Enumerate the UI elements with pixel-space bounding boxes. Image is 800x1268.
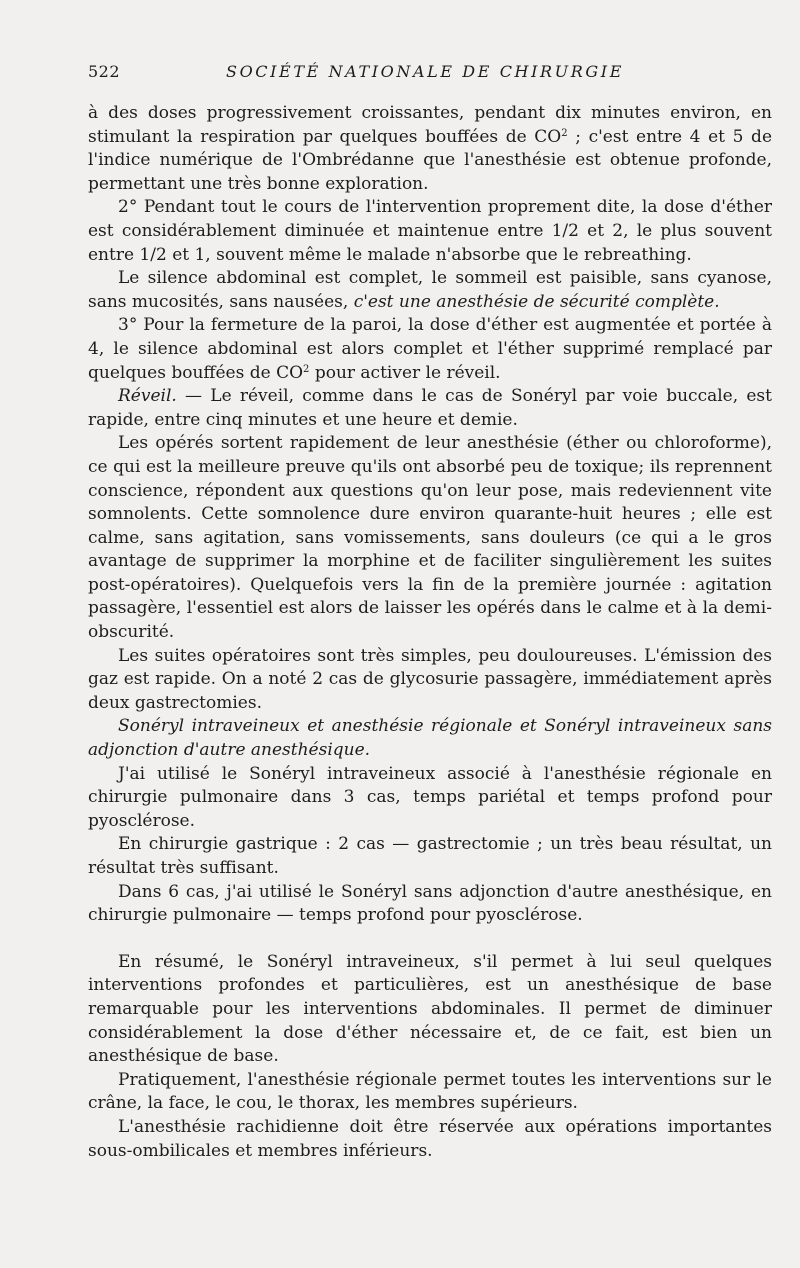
paragraph (88, 267, 772, 314)
page-number: 522 (88, 62, 121, 81)
page-header (88, 60, 762, 86)
paragraph (88, 314, 772, 385)
text-run: L'anesthésie rachidienne doit être réservée aux opérations importantes sous-ombilicales et membres inférieurs. (88, 1116, 772, 1161)
paragraph (88, 951, 772, 1069)
text-run: ; c'est entre 4 et 5 de l'indice numérique de l'Ombrédanne que l'anesthésie est obtenue profonde, permettant une très bonne exploration. (88, 126, 773, 194)
paragraph (88, 432, 772, 644)
text-run: pour activer le réveil. (309, 362, 501, 383)
text-run: 2° Pendant tout le cours de l'intervention proprement dite, la dose d'éther est considérablement diminuée et maintenue entre 1/2 et 2, le plus souvent entre 1/2 et 1, souvent même le malade n'absorbe que le rebreathing. (88, 197, 772, 265)
body-text (88, 102, 772, 1163)
text-run: Pratiquement, l'anesthésie régionale permet toutes les interventions sur le crâne, la face, le cou, le thorax, les membres supérieurs. (88, 1069, 772, 1114)
text-run: En chirurgie gastrique : 2 cas — gastrectomie ; un très beau résultat, un résultat très suffisant. (88, 834, 772, 878)
text-run: Dans 6 cas, j'ai utilisé le Sonéryl sans adjonction d'autre anesthésique, en chirurgie pulmonaire — temps profond pour pyosclérose. (88, 881, 772, 926)
paragraph (88, 385, 772, 432)
text-run: J'ai utilisé le Sonéryl intraveineux associé à l'anesthésie régionale en chirurgie pulmonaire dans 3 cas, temps pariétal et temps profond pour pyosclérose. (88, 763, 772, 831)
running-title: SOCIÉTÉ NATIONALE DE CHIRURGIE (226, 62, 624, 81)
paragraph (88, 833, 772, 880)
italic-text: Réveil. (118, 386, 177, 407)
text-run: Les suites opératoires sont très simples, peu douloureuses. L'émission des gaz est rapide. On a noté 2 cas de glycosurie passagère, immédiatement après deux gastrectomies. (88, 645, 772, 713)
italic-text: c'est une anesthésie de sécurité complète. (353, 291, 720, 312)
paragraph (88, 715, 772, 762)
section-gap (88, 928, 772, 951)
superscript: 2 (303, 363, 310, 375)
paragraph (88, 1116, 772, 1163)
paragraph (88, 102, 772, 196)
paragraph (88, 645, 772, 716)
text-run: En résumé, le Sonéryl intraveineux, s'il permet à lui seul quelques interventions profondes et particulières, est un anesthésique de base remarquable pour les interventions abdominales. Il permet de diminuer considérablement la dose d'éther nécessaire et, de ce fait, est bien un anesthésique de base. (88, 951, 772, 1067)
paragraph (88, 881, 772, 928)
superscript: 2 (561, 127, 568, 139)
italic-text: Sonéryl intraveineux et anesthésie régionale et Sonéryl intraveineux sans adjonction d'autre anesthésique. (88, 716, 772, 761)
paragraph (88, 196, 772, 267)
text-run: — Le réveil, comme dans le cas de Sonéryl par voie buccale, est rapide, entre cinq minutes et une heure et demie. (88, 386, 772, 430)
paragraph (88, 1069, 772, 1116)
text-run: à des doses progressivement croissantes, pendant dix minutes environ, en stimulant la respiration par quelques bouffées de CO (88, 103, 772, 147)
text-run: 3° Pour la fermeture de la paroi, la dose d'éther est augmentée et portée à 4, le silence abdominal est alors complet et l'éther supprimé remplacé par quelques bouffées de CO (88, 315, 772, 383)
text-run: Le silence abdominal est complet, le sommeil est paisible, sans cyanose, sans mucosités, sans nausées, (88, 268, 772, 312)
paragraph (88, 763, 772, 834)
text-run: Les opérés sortent rapidement de leur anesthésie (éther ou chloroforme), ce qui est la meilleure preuve qu'ils ont absorbé peu de toxique; ils reprennent conscience, répondent aux questions qu'on leur pose, mais redeviennent vite somnolents. Cette somnolence dure environ quarante-huit heures ; elle est calme, sans agitation, sans vomissements, sans douleurs (ce qui a le gros avantage de supprimer la morphine et de faciliter singulièrement les suites post-opératoires). Quelquefois vers la fin de la première journée : agitation passagère, l'essentiel est alors de laisser les opérés dans le calme et à la demi-obscurité. (88, 433, 772, 643)
